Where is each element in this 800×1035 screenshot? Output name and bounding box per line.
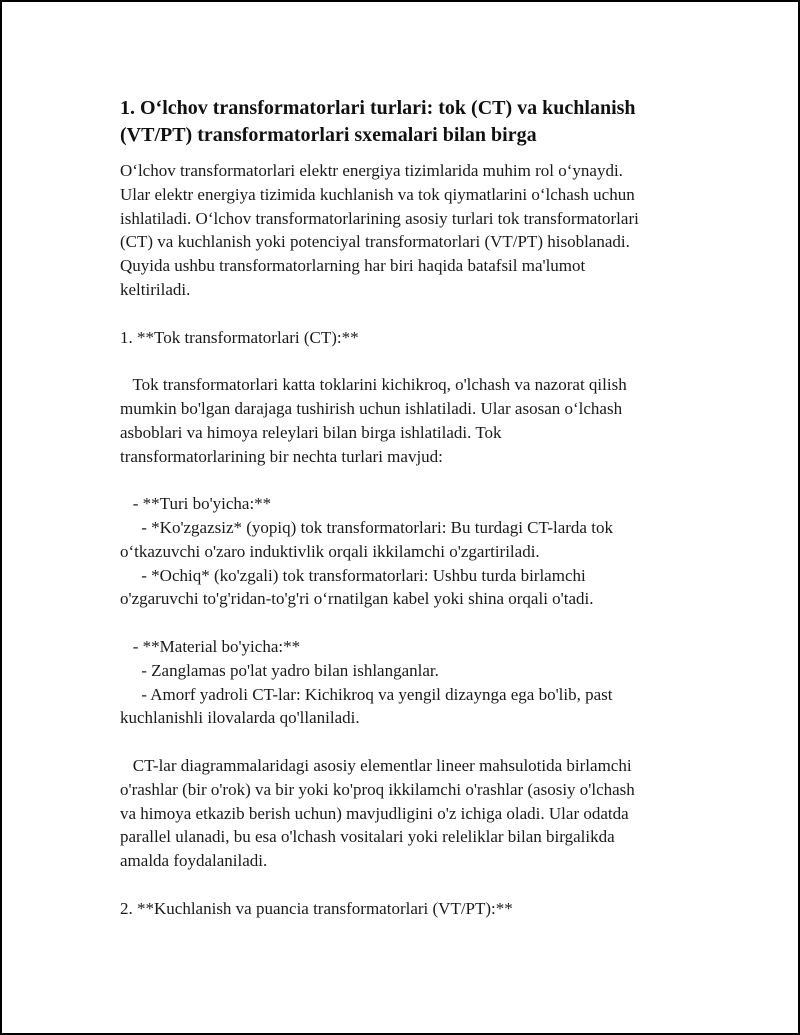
body-line: (CT) va kuchlanish yoki potenciyal transformatorlari (VT/PT) hisoblanadi. bbox=[120, 232, 630, 252]
list-item: - Zanglamas po'lat yadro bilan ishlanganlar. bbox=[120, 660, 439, 680]
body-line: va himoya etkazib berish uchun) mavjudligini o'z ichiga oladi. Ular odatda bbox=[120, 803, 629, 823]
section-heading bbox=[120, 95, 710, 149]
document-body bbox=[120, 159, 710, 921]
list-item: - *Ko'zgazsiz* (yopiq) tok transformatorlari: Bu turdagi CT-larda tok bbox=[120, 517, 613, 537]
body-line: parallel ulanadi, bu esa o'lchash vositalari yoki releliklar bilan birgalikda bbox=[120, 827, 615, 847]
list-heading: 1. **Tok transformatorlari (CT):** bbox=[120, 327, 359, 347]
body-line: o'rashlar (bir o'rok) va bir yoki ko'proq ikkilamchi o'rashlar (asosiy o'lchash bbox=[120, 779, 635, 799]
body-line: asboblari va himoya releylari bilan birga ishlatiladi. Tok bbox=[120, 422, 502, 442]
document-content bbox=[120, 95, 710, 921]
section-heading-line: 1. O‘lchov transformatorlari turlari: tok (CT) va kuchlanish bbox=[120, 97, 636, 119]
section-heading-line: (VT/PT) transformatorlari sxemalari bilan birga bbox=[120, 124, 537, 146]
body-line: o‘tkazuvchi o'zaro induktivlik orqali ikkilamchi o'zgartiriladi. bbox=[120, 541, 540, 561]
body-line: Quyida ushbu transformatorlarning har biri haqida batafsil ma'lumot bbox=[120, 256, 586, 276]
blank-line bbox=[120, 302, 710, 326]
body-line: kuchlanishli ilovalarda qo'llaniladi. bbox=[120, 708, 360, 728]
body-line: amalda foydalaniladi. bbox=[120, 851, 268, 871]
body-line: mumkin bo'lgan darajaga tushirish uchun ishlatiladi. Ular asosan o‘lchash bbox=[120, 398, 623, 418]
blank-line bbox=[120, 349, 710, 373]
body-line: ishlatiladi. O‘lchov transformatorlarining asosiy turlari tok transformatorlari bbox=[120, 208, 639, 228]
body-line: CT-lar diagrammalaridagi asosiy elementlar lineer mahsulotida birlamchi bbox=[120, 755, 632, 775]
list-item: - **Turi bo'yicha:** bbox=[120, 494, 272, 514]
blank-line bbox=[120, 873, 710, 897]
body-line: Tok transformatorlari katta toklarini kichikroq, o'lchash va nazorat qilish bbox=[120, 375, 627, 395]
list-item: - *Ochiq* (ko'zgali) tok transformatorlari: Ushbu turda birlamchi bbox=[120, 565, 586, 585]
list-item: - Amorf yadroli CT-lar: Kichikroq va yengil dizaynga ega bo'lib, past bbox=[120, 684, 613, 704]
body-line: Ular elektr energiya tizimida kuchlanish va tok qiymatlarini o‘lchash uchun bbox=[120, 184, 635, 204]
list-item: - **Material bo'yicha:** bbox=[120, 636, 301, 656]
list-heading: 2. **Kuchlanish va puancia transformatorlari (VT/PT):** bbox=[120, 898, 513, 918]
body-line: o'zgaruvchi to'g'ridan-to'g'ri o‘rnatilgan kabel yoki shina orqali o'tadi. bbox=[120, 589, 594, 609]
blank-line bbox=[120, 468, 710, 492]
body-line: O‘lchov transformatorlari elektr energiya tizimlarida muhim rol o‘ynaydi. bbox=[120, 161, 623, 180]
body-line: transformatorlarining bir nechta turlari mavjud: bbox=[120, 446, 443, 466]
blank-line bbox=[120, 730, 710, 754]
blank-line bbox=[120, 611, 710, 635]
body-line: keltiriladi. bbox=[120, 279, 191, 299]
